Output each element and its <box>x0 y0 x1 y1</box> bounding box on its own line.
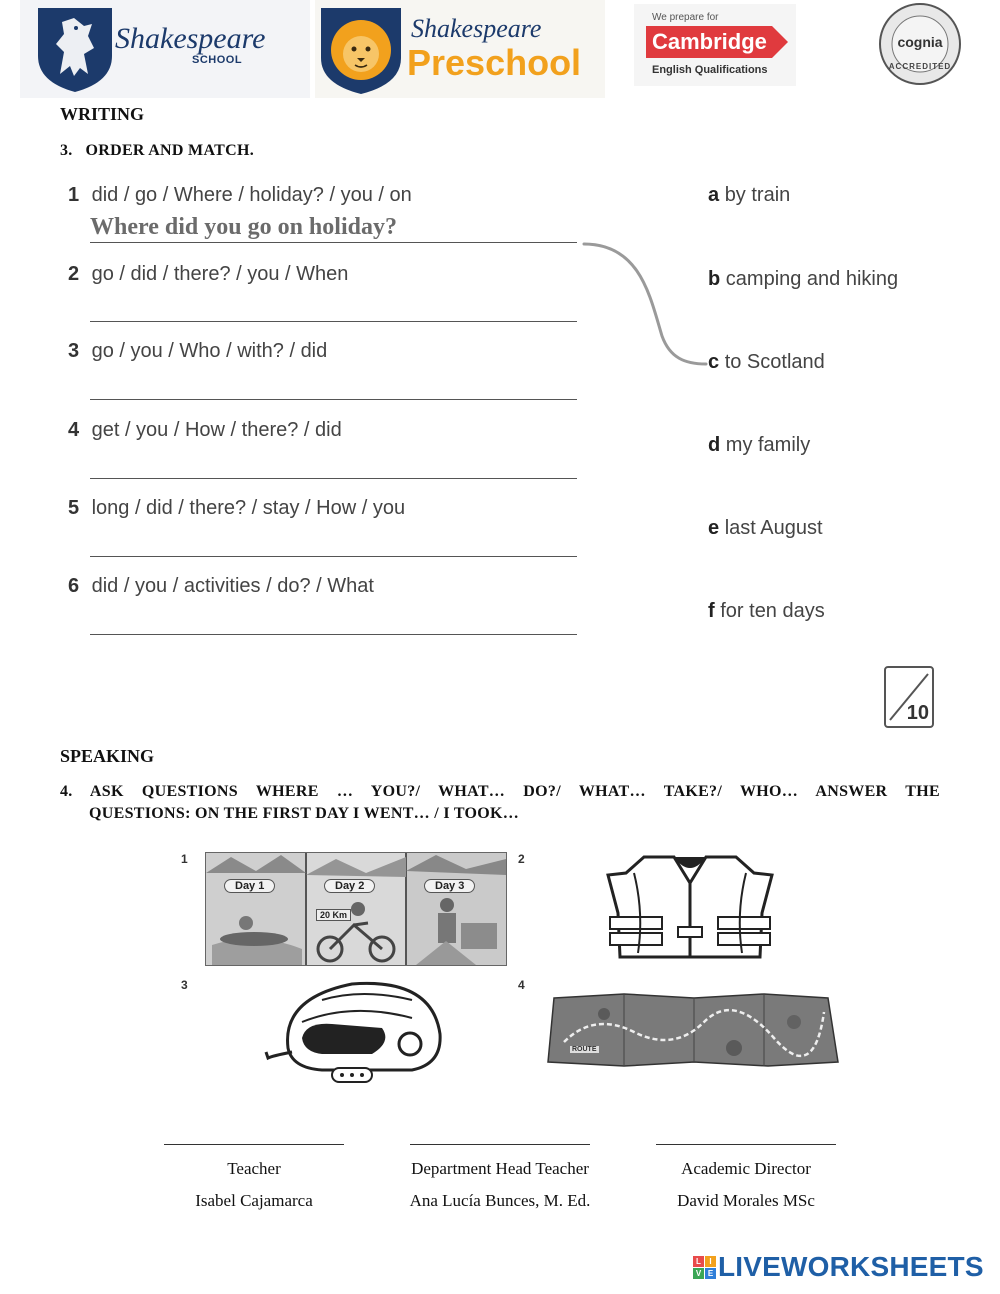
signature-name: Ana Lucía Bunces, M. Ed. <box>409 1191 591 1210</box>
match-option-d[interactable] <box>708 434 810 457</box>
signature-role: Academic Director <box>681 1159 811 1178</box>
cognia-ring-text: ACCREDITED <box>888 62 952 71</box>
cambridge-logo <box>634 4 796 86</box>
shakespeare-preschool-logo <box>315 0 605 98</box>
writing-exercise-title: 3. ORDER AND MATCH. <box>60 142 255 159</box>
life-jacket-icon <box>604 853 776 961</box>
cognia-name-text: cognia <box>897 34 943 50</box>
day-label: Day 1 <box>224 879 275 893</box>
match-option-a[interactable] <box>708 184 790 207</box>
answer-line-1 <box>90 242 577 243</box>
trail-map-icon <box>544 992 840 1068</box>
badge-cell: V <box>693 1268 704 1279</box>
option-letter: f <box>708 600 715 622</box>
badge-cell: E <box>705 1268 716 1279</box>
question-row <box>68 263 348 286</box>
option-text: my family <box>725 434 811 456</box>
cambridge-top-text: We prepare for <box>652 12 719 23</box>
signature-line-department-head <box>410 1144 590 1145</box>
preschool-brand-bottom: Preschool <box>407 42 582 83</box>
signature-name: Isabel Cajamarca <box>195 1191 313 1210</box>
answer-input-1[interactable]: Where did you go on holiday? <box>90 214 397 240</box>
answer-line-5 <box>90 556 577 557</box>
map-route-label: ROUTE <box>572 1046 597 1053</box>
option-letter: b <box>708 268 721 290</box>
signature-role: Department Head Teacher <box>411 1159 589 1178</box>
liveworksheets-badge[interactable] <box>693 1256 717 1280</box>
question-words: long / did / there? / stay / How / you <box>91 497 406 519</box>
question-row <box>68 575 374 598</box>
badge-cell: I <box>705 1256 716 1267</box>
picture-number: 3 <box>181 978 188 992</box>
shakespeare-school-logo <box>20 0 310 98</box>
match-option-c[interactable] <box>708 351 825 374</box>
answer-line-6 <box>90 634 577 635</box>
option-letter: e <box>708 517 720 539</box>
question-row <box>68 184 412 207</box>
signature-role: Teacher <box>227 1159 281 1178</box>
question-number: 1 <box>68 184 80 206</box>
distance-sign: 20 Km <box>316 909 351 921</box>
question-number: 6 <box>68 575 80 597</box>
question-words: did / you / activities / do? / What <box>91 575 374 597</box>
signature-line-teacher <box>164 1144 344 1145</box>
question-words: go / did / there? / you / When <box>91 263 349 285</box>
option-letter: a <box>708 184 720 206</box>
option-text: camping and hiking <box>725 268 899 290</box>
question-words: did / go / Where / holiday? / you / on <box>91 184 412 206</box>
signature-line-director <box>656 1144 836 1145</box>
writing-section-title: WRITING <box>60 104 145 124</box>
answer-input-6[interactable] <box>90 607 577 633</box>
badge-cell: L <box>693 1256 704 1267</box>
question-words: go / you / Who / with? / did <box>91 340 328 362</box>
picture-number: 1 <box>181 852 188 866</box>
score-box <box>884 666 934 728</box>
option-text: to Scotland <box>724 351 825 373</box>
option-letter: d <box>708 434 721 456</box>
match-connector-line[interactable] <box>580 236 710 370</box>
activities-scene-icon <box>206 853 506 965</box>
speaking-section-title: SPEAKING <box>60 746 155 766</box>
picture-number: 2 <box>518 852 525 866</box>
question-number: 4 <box>68 419 80 441</box>
answer-line-2 <box>90 321 577 322</box>
school-brand-text: Shakespeare <box>115 22 266 55</box>
speaking-exercise-line1: 4. ASK QUESTIONS WHERE … YOU?/ WHAT… DO?/ WHAT… TAKE?/ WHO… ANSWER THE <box>60 783 940 800</box>
answer-input-4[interactable] <box>90 451 577 477</box>
school-sub-text: SCHOOL <box>192 54 243 66</box>
liveworksheets-brand[interactable]: LIVEWORKSHEETS <box>718 1251 984 1282</box>
cambridge-name-text: Cambridge <box>652 29 767 54</box>
question-row <box>68 497 405 520</box>
answer-input-3[interactable] <box>90 372 577 398</box>
question-row <box>68 419 342 442</box>
picture-number: 4 <box>518 978 525 992</box>
answer-line-3 <box>90 399 577 400</box>
match-option-f[interactable] <box>708 600 825 623</box>
preschool-brand-top: Shakespeare <box>411 14 542 43</box>
lion-face-icon <box>317 4 405 96</box>
option-text: by train <box>724 184 791 206</box>
option-letter: c <box>708 351 720 373</box>
question-words: get / you / How / there? / did <box>91 419 342 441</box>
question-number: 5 <box>68 497 80 519</box>
option-text: for ten days <box>720 600 825 622</box>
signature-name: David Morales MSc <box>677 1191 815 1210</box>
header-logos <box>20 0 980 98</box>
match-option-b[interactable] <box>708 268 898 291</box>
question-number: 3 <box>68 340 80 362</box>
answer-input-2[interactable] <box>90 294 577 320</box>
answer-input-5[interactable] <box>90 529 577 555</box>
lion-shield-icon <box>34 4 116 94</box>
cambridge-bottom-text: English Qualifications <box>652 64 768 76</box>
day-label: Day 2 <box>324 879 375 893</box>
score-total: 10 <box>906 702 929 724</box>
match-option-e[interactable] <box>708 517 823 540</box>
question-row <box>68 340 327 363</box>
option-text: last August <box>724 517 823 539</box>
cognia-badge <box>878 2 962 86</box>
helmet-icon <box>262 978 446 1086</box>
question-number: 2 <box>68 263 80 285</box>
picture-activities-strip <box>205 852 507 966</box>
speaking-exercise-line2: QUESTIONS: ON THE FIRST DAY I WENT… / I TOOK… <box>89 805 520 822</box>
day-label: Day 3 <box>424 879 475 893</box>
answer-line-4 <box>90 478 577 479</box>
